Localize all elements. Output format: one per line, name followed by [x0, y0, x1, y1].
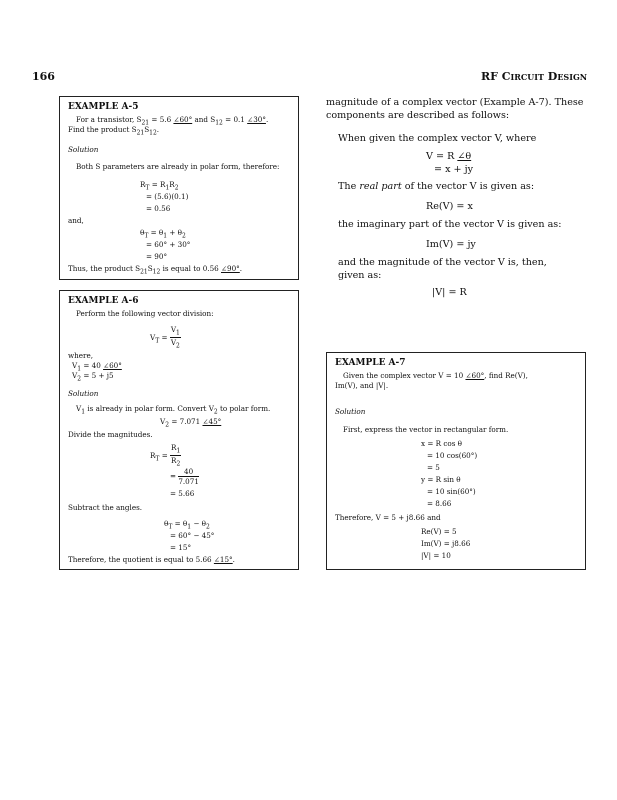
- example-a6-vt-eq: $V_T$ = $\frac{V_1}{V_2}$: [150, 325, 180, 350]
- example-a7-eq1: x = R cos θ: [421, 439, 462, 448]
- example-a6-angle-eq1: $\theta_T = \theta_1 - \theta_2$: [164, 519, 210, 531]
- example-a5-statement: For a transistor, $S_{21} = 5.6$ ∠60° and $S_{12} = 0.1$ ∠30°.: [76, 115, 269, 127]
- example-a7-eq5: = 10 sin(60°): [427, 487, 476, 496]
- example-a5-box: [59, 96, 299, 280]
- example-a6-where: where,: [68, 351, 94, 360]
- right-text-mag-2: given as:: [338, 270, 382, 281]
- example-a7-eq4: y = R sin θ: [421, 475, 461, 484]
- example-a5-conclusion: Thus, the product $S_{21}S_{12}$ is equal to 0.56 ∠90°.: [68, 264, 243, 276]
- example-a6-divide: Divide the magnitudes.: [68, 430, 153, 439]
- example-a6-mag-fraction: = $\frac{40}{7.071}$: [170, 467, 199, 486]
- example-a5-eq6: = 90°: [146, 252, 168, 261]
- example-a6-solution-heading: Solution: [68, 389, 99, 398]
- example-a6-solution-text: $V_1$ is already in polar form. Convert $V_2$ to polar form.: [76, 404, 271, 416]
- right-text-real: The real part of the vector V is given as:: [338, 181, 535, 192]
- example-a7-statement: Given the complex vector V = 10 ∠60°, find Re(V),: [343, 371, 528, 380]
- page-number: 166: [32, 70, 55, 83]
- right-column-text: [326, 96, 586, 298]
- example-a7-result-re: Re(V) = 5: [421, 527, 457, 536]
- example-a6-subtract: Subtract the angles.: [68, 503, 143, 512]
- example-a6-angle-eq2: = 60° − 45°: [170, 531, 215, 540]
- right-text-mag-1: and the magnitude of the vector V is, then,: [338, 257, 547, 268]
- right-eq-real: Re(V) = x: [426, 201, 473, 212]
- example-a6-v2: $V_2 = 5 + j5$: [72, 371, 114, 383]
- right-text-line-1: magnitude of a complex vector (Example A-7). These: [326, 97, 584, 108]
- example-a6-conclusion: Therefore, the quotient is equal to 5.66 ∠15°.: [68, 555, 235, 564]
- running-title: RF Circuit Design: [481, 70, 588, 83]
- example-a6-angle-eq3: = 15°: [170, 543, 192, 552]
- example-a5-eq3: = 0.56: [146, 204, 171, 213]
- example-a7-title: EXAMPLE A-7: [335, 358, 406, 368]
- right-text-imag: the imaginary part of the vector V is given as:: [338, 219, 562, 230]
- example-a5-eq5: = 60° + 30°: [146, 240, 191, 249]
- right-eq-mag: |V| = R: [432, 287, 467, 298]
- right-text-line-2: components are described as follows:: [326, 110, 510, 121]
- example-a6-title: EXAMPLE A-6: [68, 296, 139, 306]
- example-a5-and: and,: [68, 216, 84, 225]
- example-a6-v1: $V_1 = 40$ ∠60°: [72, 361, 122, 373]
- right-eq-imag: Im(V) = jy: [426, 239, 476, 250]
- right-eq-polar: V = R ∠θ: [426, 151, 472, 162]
- example-a5-question: Find the product $S_{21}S_{12}$.: [68, 125, 160, 137]
- example-a7-solution-heading: Solution: [335, 407, 366, 416]
- right-text-line-3: When given the complex vector V, where: [338, 133, 537, 144]
- example-a7-result-mag: |V| = 10: [421, 551, 451, 560]
- example-a5-eq4: $\theta_T = \theta_1 + \theta_2$: [140, 228, 186, 240]
- example-a5-title: EXAMPLE A-5: [68, 102, 139, 112]
- example-a5-solution-text: Both S parameters are already in polar form, therefore:: [76, 162, 280, 171]
- example-a7-eq6: = 8.66: [427, 499, 452, 508]
- example-a7-question: Im(V), and |V|.: [335, 381, 389, 390]
- example-a6-rt-eq: $R_T$ = $\frac{R_1}{R_2}$: [150, 443, 181, 468]
- example-a6-mag-result: = 5.66: [170, 489, 195, 498]
- right-eq-rect: = x + jy: [434, 164, 474, 175]
- example-a6-box: [59, 290, 299, 570]
- example-a7-result-im: Im(V) = j8.66: [421, 539, 471, 548]
- example-a5-eq2: = (5.6)(0.1): [146, 192, 189, 201]
- example-a7-eq2: = 10 cos(60°): [427, 451, 478, 460]
- example-a7-therefore: Therefore, V = 5 + j8.66 and: [335, 513, 441, 522]
- example-a6-intro: Perform the following vector division:: [76, 309, 214, 318]
- example-a7-eq3: = 5: [427, 463, 440, 472]
- example-a7-box: [326, 352, 586, 570]
- example-a7-solution-text: First, express the vector in rectangular form.: [343, 425, 509, 434]
- example-a5-solution-heading: Solution: [68, 145, 99, 154]
- example-a6-v2-polar: $V_2 = 7.071$ ∠45°: [160, 417, 222, 429]
- example-a5-eq1: $R_T = R_1R_2$: [140, 180, 179, 192]
